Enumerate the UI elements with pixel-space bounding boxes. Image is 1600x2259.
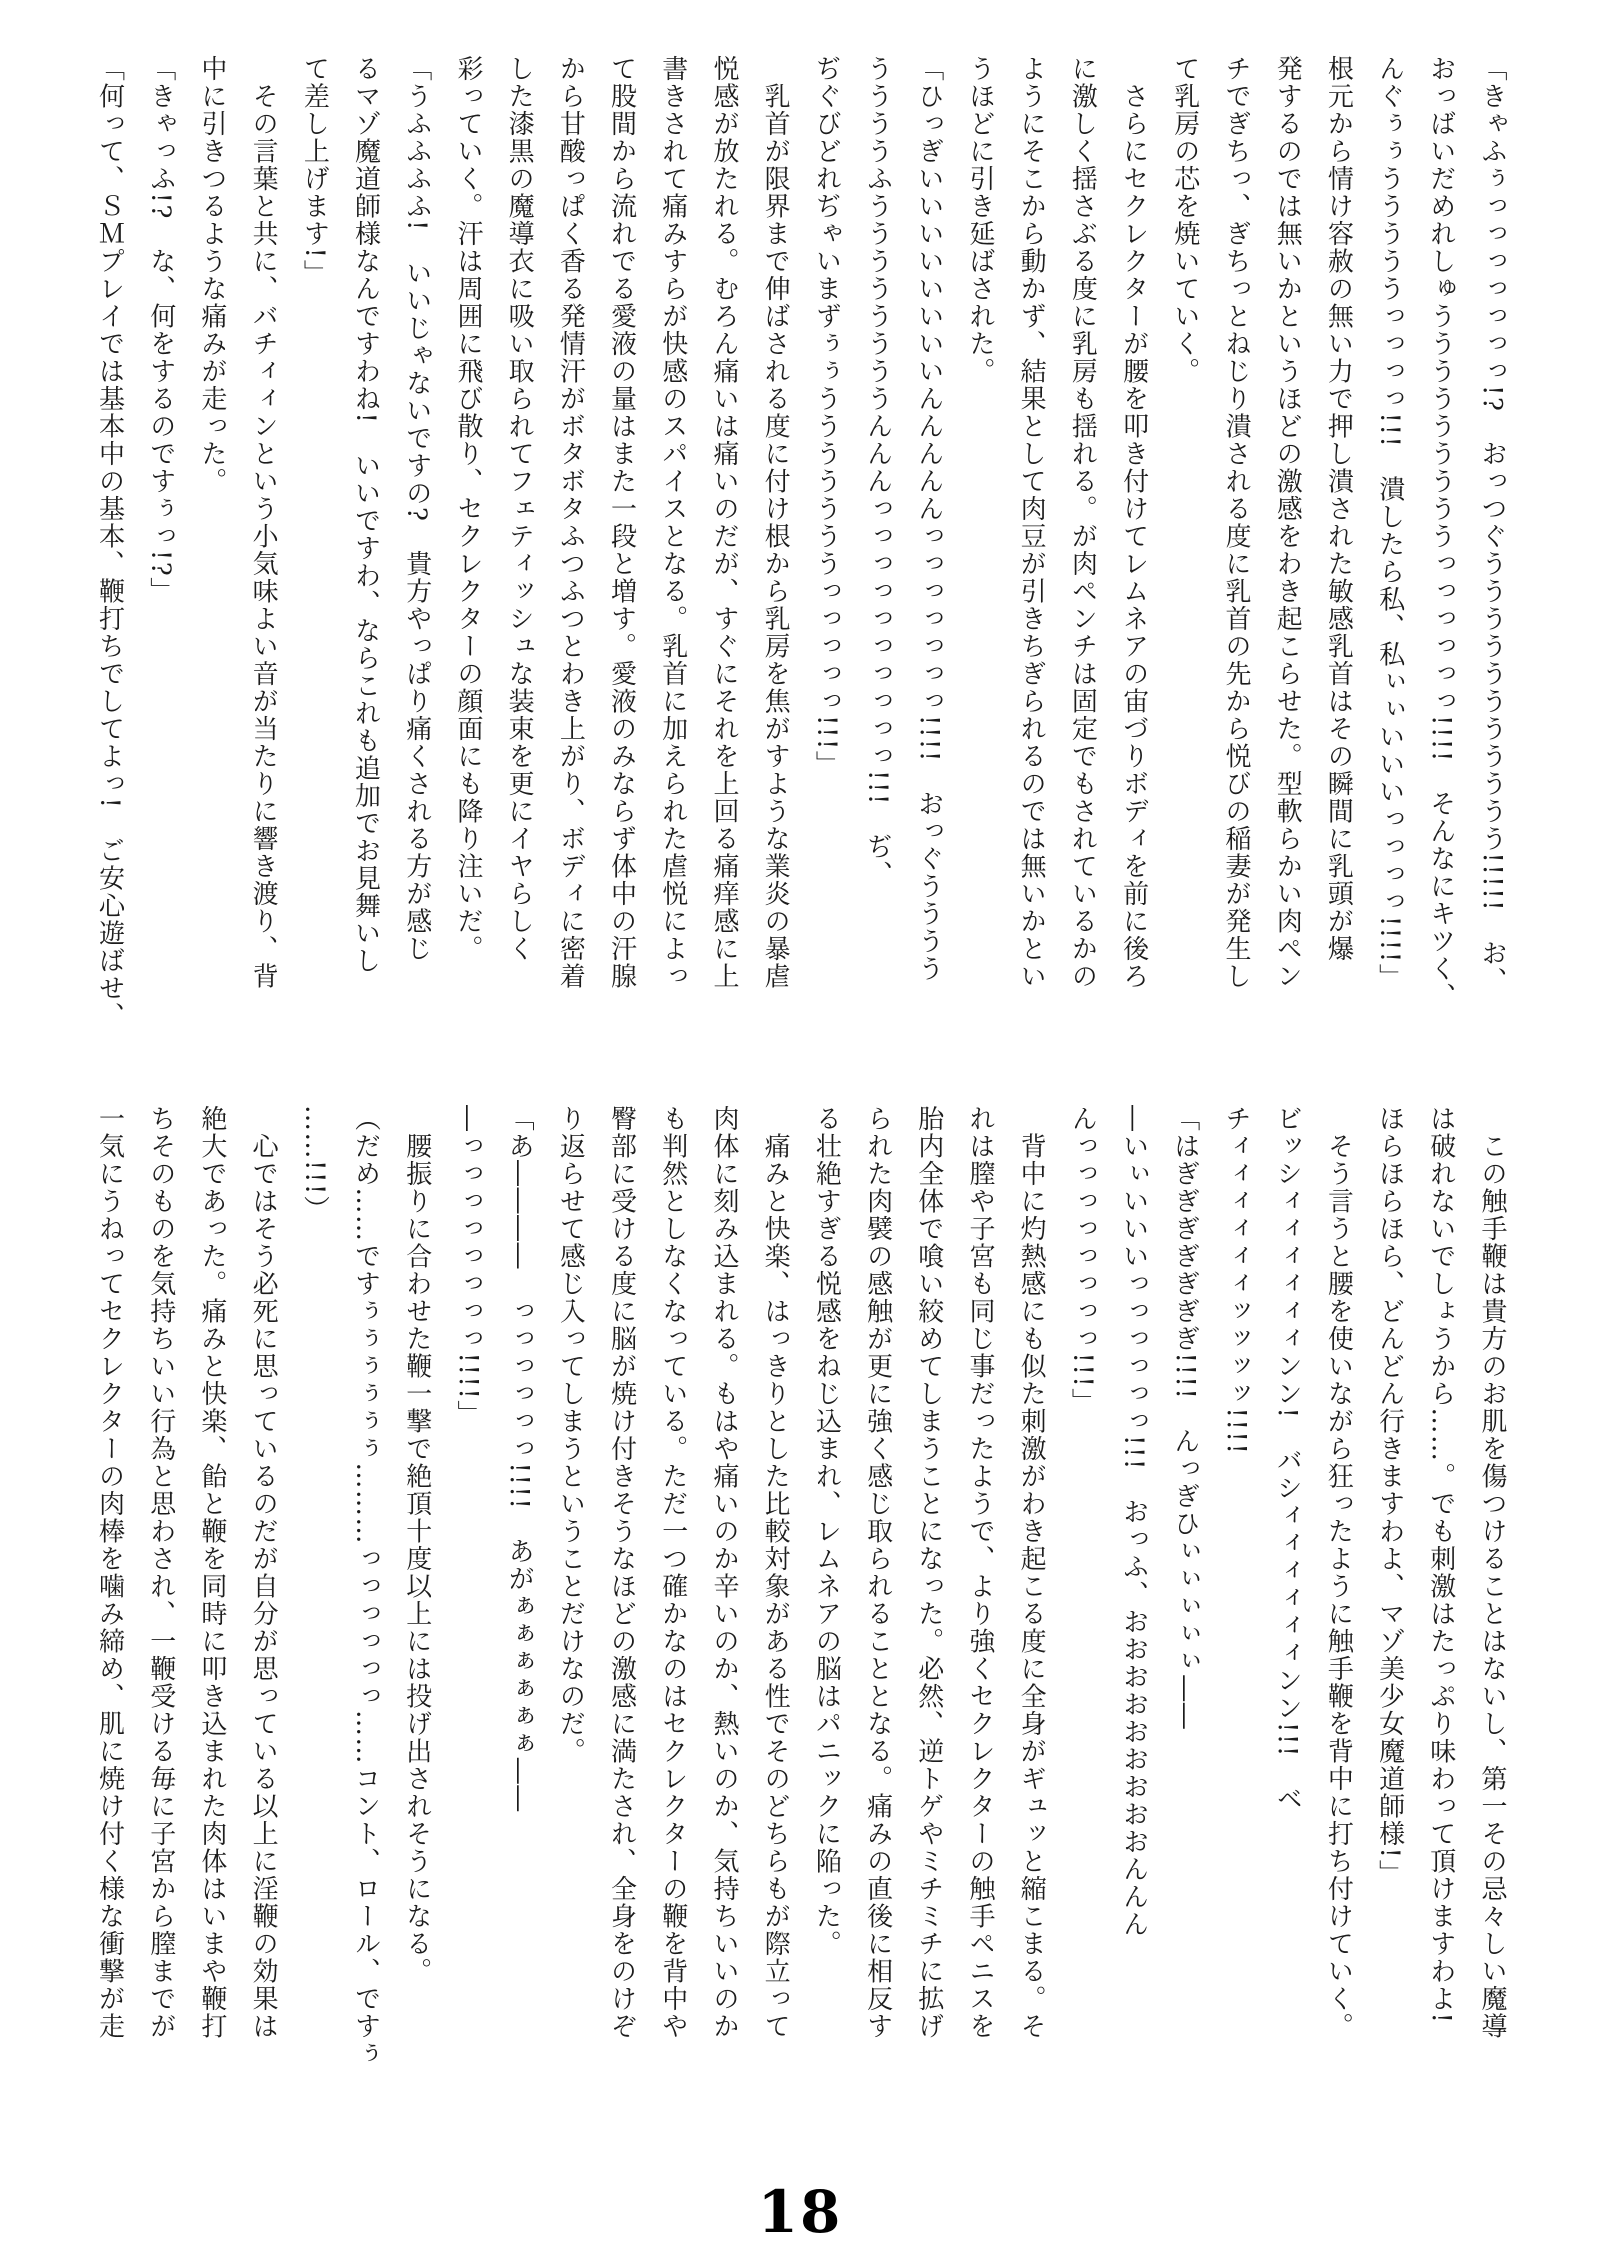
text-column: 腰振りに合わせた鞭一撃で絶頂十度以上には投げ出されそうになる。	[401, 1105, 432, 1985]
text-column: 肉体に刻み込まれる。もはや痛いのか辛いのか、熱いのか、気持ちいいのか	[708, 1105, 739, 2040]
text-column: ううううふううううううううんんんっっっっっっっっっっ!!! ぢ、	[862, 55, 893, 889]
text-column: るマゾ魔道師様なんですわね! いいですわ、ならこれも追加でお見舞いし	[350, 55, 381, 975]
text-column: に激しく揺さぶる度に乳房も揺れる。が肉ペンチは固定でもされているかの	[1067, 55, 1098, 990]
text-column: 「うふふふふ! いいじゃないですの? 貴方やっぱり痛くされる方が感じ	[401, 55, 432, 963]
text-column: 「何って、ＳＭプレイでは基本中の基本、鞭打ちでしてよっ! ご安心遊ばせ、	[94, 55, 125, 1030]
text-column: その言葉と共に、バチィィンという小気味よい音が当たりに響き渡り、背	[248, 55, 279, 990]
text-column: んっっっっっっっっ!!!」	[1067, 1105, 1098, 1416]
text-column: ようにそこから動かず、結果として肉豆が引きちぎられるのでは無いかとい	[1016, 55, 1047, 990]
text-column: そう言うと腰を使いながら狂ったように触手鞭を背中に打ち付けていく。	[1323, 1105, 1354, 2040]
text-column: 「きゃふぅっっっっっっっ!? おっつぐううううううううううう!!!!! お、	[1477, 55, 1507, 995]
text-column: うほどに引き延ばされた。	[964, 55, 995, 385]
text-column: 「きゃっふ!? な、何をするのですぅっ!?」	[145, 55, 176, 605]
text-column: チでぎちっ、ぎちっとねじり潰される度に乳首の先から悦びの稲妻が発生し	[1220, 55, 1251, 990]
text-column: （だめ……ですぅぅぅぅぅぅ………っっっっっっ……コント、ロール、ですぅ	[350, 1105, 381, 2068]
vertical-text-block-top	[85, 55, 1517, 1055]
text-column: 胎内全体で喰い絞めてしまうことになった。必然、逆トゲやミチミチに拡げ	[913, 1105, 944, 2040]
text-column: 一気にうねってセクレクターの肉棒を噛み締め、肌に焼け付く様な衝撃が走	[94, 1105, 125, 2040]
text-column: ……!!!）	[299, 1105, 330, 1224]
text-column: 「はぎぎぎぎぎぎぎ!!!! んっぎひぃぃぃぃぃ――	[1169, 1105, 1200, 1731]
text-column: 絶大であった。痛みと快楽、飴と鞭を同時に叩き込まれた肉体はいまや鞭打	[196, 1105, 227, 2040]
text-column: 「ひっぎいいいいいいいいんんんんんっっっっっっっ!!!! おっぐうううう	[913, 55, 944, 983]
text-column: した漆黒の魔導衣に吸い取られてフェティッシュな装束を更にイヤらしく	[504, 55, 535, 963]
text-column: ちそのものを気持ちいい行為と思わされ、一鞭受ける毎に子宮から膣までが	[145, 1105, 176, 2040]
text-column: 乳首が限界まで伸ばされる度に付け根から乳房を焦がすような業炎の暴虐	[760, 55, 791, 990]
page-number: 18	[757, 2178, 843, 2246]
text-column: んぐぅぅうううううっっっっ!!! 潰したら私、私ぃぃいいいっっっっ!!!!」	[1374, 55, 1405, 992]
text-column: 背中に灼熱感にも似た刺激がわき起こる度に全身がギュッと縮こまる。そ	[1016, 1105, 1047, 2040]
text-column: から甘酸っぱく香る発情汗がボタボタふつふつとわき上がり、ボディに密着	[555, 55, 586, 990]
text-column: も判然としなくなっている。ただ一つ確かなのはセクレクターの鞭を背中や	[657, 1105, 688, 2040]
text-column: 彩っていく。汗は周囲に飛び散り、セクレクターの顔面にも降り注いだ。	[452, 55, 483, 963]
text-column: チィィィィィィッッッッ!!!!	[1220, 1105, 1251, 1456]
text-column: 発するのでは無いかというほどの激感をわき起こらせた。型軟らかい肉ペン	[1272, 55, 1303, 990]
text-column: 中に引きつるような痛みが走った。	[196, 55, 227, 495]
text-column: 悦感が放たれる。むろん痛いは痛いのだが、すぐにそれを上回る痛痒感に上	[708, 55, 739, 990]
text-column: て差し上げます!」	[299, 55, 330, 287]
text-column: る壮絶すぎる悦感をねじ込まれ、レムネアの脳はパニックに陥った。	[811, 1105, 842, 1958]
text-column: れは膣や子宮も同じ事だったようで、より強くセクレクターの触手ペニスを	[964, 1105, 995, 2040]
text-column: は破れないでしょうから……。でも刺激はたっぷり味わって頂けますわよ!	[1425, 1105, 1456, 2025]
text-column: 根元から情け容赦の無い力で押し潰された敏感乳首はその瞬間に乳頭が爆	[1323, 55, 1354, 963]
text-column: られた肉襞の感触が更に強く感じ取られることとなる。痛みの直後に相反す	[862, 1105, 893, 2040]
text-column: て股間から流れでる愛液の量はまた一段と増す。愛液のみならず体中の汗腺	[606, 55, 637, 990]
text-column: り返らせて感じ入ってしまうということだけなのだ。	[555, 1105, 586, 1765]
text-column: 臀部に受ける度に脳が焼け付きそうなほどの激感に満たされ、全身をのけぞ	[606, 1105, 637, 2040]
text-column: ―いぃいいいっっっっっっ!!! おっふ、おおおおおおおおおんんん	[1118, 1105, 1149, 1939]
text-column: ビッシィィィィィィンン! バシィィィィィィンン!!! ベ	[1272, 1105, 1303, 1813]
text-column: ―っっっっっっっっ!!!!」	[452, 1105, 483, 1428]
text-column: この触手鞭は貴方のお肌を傷つけることはないし、第一その忌々しい魔導	[1477, 1105, 1507, 2040]
text-column: 書きされて痛みすらが快感のスパイスとなる。乳首に加えられた虐悦によっ	[657, 55, 688, 990]
text-column: ぢぐびどれぢゃいまずぅぅうううううううっっっっっ!!!」	[811, 55, 842, 779]
text-column: 心ではそう必死に思っているのだが自分が思っている以上に淫鞭の効果は	[248, 1105, 279, 2040]
vertical-text-block-bottom	[85, 1105, 1517, 2073]
text-column: て乳房の芯を焼いていく。	[1169, 55, 1200, 385]
text-column: おっばいだめれしゅうううううううううっっっっっっ!!!! そんなにキツく、	[1425, 55, 1456, 1011]
text-column: さらにセクレクターが腰を叩き付けてレムネアの宙づりボディを前に後ろ	[1118, 55, 1149, 990]
text-column: ほらほらほら、どんどん行きますわよ、マゾ美少女魔道師様!」	[1374, 1105, 1405, 1887]
text-column: 痛みと快楽、はっきりとした比較対象がある性でそのどちらもが際立って	[760, 1105, 791, 2040]
text-column: 「あ―――― っっっっっっ!!!! あがぁぁぁぁぁぁ――	[504, 1105, 535, 1813]
